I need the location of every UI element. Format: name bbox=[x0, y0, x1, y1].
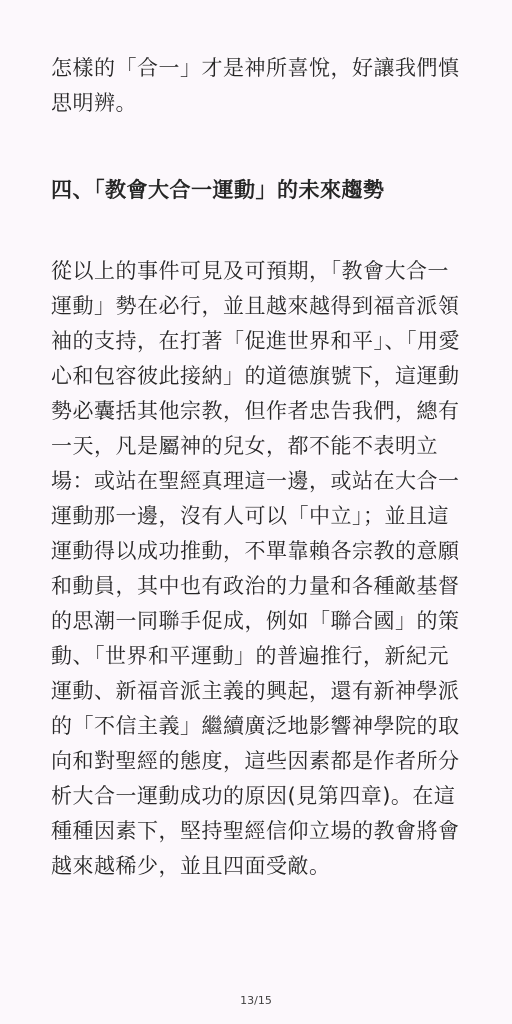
body-line: 越來越稀少，並且四面受敵。 bbox=[51, 854, 331, 878]
body-line: 勢必囊括其他宗教，但作者忠告我們，總有 bbox=[51, 399, 460, 423]
body-line: 種種因素下，堅持聖經信仰立場的教會將會 bbox=[51, 819, 460, 843]
body-line: 場：或站在聖經真理這一邊，或站在大合一 bbox=[51, 469, 460, 493]
body-line: 析大合一運動成功的原因(見第四章)。在這 bbox=[51, 784, 456, 808]
body-line: 運動那一邊，沒有人可以「中立」；並且這 bbox=[51, 504, 449, 528]
intro-line: 怎樣的「合一」才是神所喜悅，好讓我們慎 bbox=[51, 56, 460, 80]
intro-line: 思明辨。 bbox=[51, 91, 137, 115]
body-line: 運動得以成功推動，不單靠賴各宗教的意願 bbox=[51, 539, 460, 563]
body-line: 的思潮一同聯手促成，例如「聯合國」的策 bbox=[51, 609, 460, 633]
body-line: 袖的支持，在打著「促進世界和平」、「用愛 bbox=[51, 329, 460, 353]
body-line: 運動、新福音派主義的興起，還有新神學派 bbox=[51, 679, 460, 703]
body-line: 的「不信主義」繼續廣泛地影響神學院的取 bbox=[51, 714, 460, 738]
page-indicator: 13/15 bbox=[240, 994, 272, 1007]
body-line: 向和對聖經的態度，這些因素都是作者所分 bbox=[51, 749, 460, 773]
body-line: 一天，凡是屬神的兒女，都不能不表明立 bbox=[51, 434, 438, 458]
section-heading: 四、「教會大合一運動」的未來趨勢 bbox=[51, 178, 385, 202]
body-line: 運動」勢在必行，並且越來越得到福音派領 bbox=[51, 294, 460, 318]
body-line: 從以上的事件可見及可預期，「教會大合一 bbox=[51, 259, 449, 283]
body-line: 心和包容彼此接納」的道德旗號下，這運動 bbox=[51, 364, 460, 388]
body-line: 和動員，其中也有政治的力量和各種敵基督 bbox=[51, 574, 460, 598]
body-line: 動、「世界和平運動」的普遍推行，新紀元 bbox=[51, 644, 449, 668]
